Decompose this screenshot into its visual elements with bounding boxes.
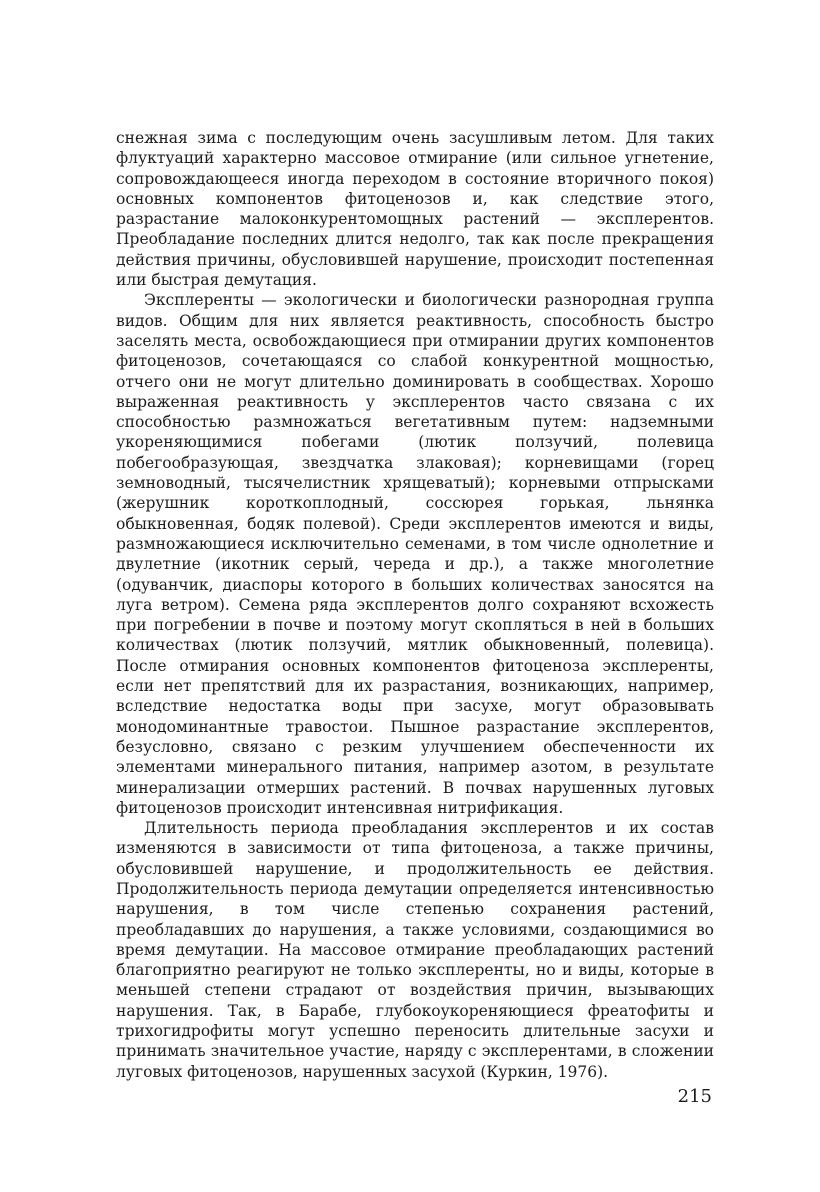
paragraph-duration: Длительность периода преобладания эксплерентов и их состав изменяются в зависимости от типа фитоценоза, а также причины, обусловившей нарушение, и продолжительность ее действия. Продолжительность периода демутации определяется интенсивностью нарушения, в том числе степенью сохранения растений, преобладавших до нарушения, а также условиями, создающимися во время демутации. На массовое отмирание преобладающих растений благоприятно реагируют не только эксплеренты, но и виды, которые в меньшей степени страдают от воздействия причин, вызывающих нарушения. Так, в Барабе, глубокоукореняющиеся фреатофиты и трихогидрофиты могут успешно переносить длительные засухи и принимать значительное участие, наряду с эксплерентами, в сложении луговых фитоценозов, нарушенных засухой (Куркин, 1976). <box>116 819 714 1081</box>
paragraph-continuation: снежная зима с последующим очень засушливым летом. Для таких флуктуаций характерно массовое отмирание (или сильное угнетение, сопровождающееся иногда переходом в состояние вторичного покоя) основных компонентов фитоценозов и, как следствие этого, разрастание малоконкурентомощных растений — эксплерентов. Преобладание последних длится недолго, так как после прекращения действия причины, обусловившей нарушение, происходит постепенная или быстрая демутация. <box>116 129 714 290</box>
page-number: 215 <box>677 1086 712 1107</box>
text-column <box>116 128 714 1082</box>
paragraph-explerents: Эксплеренты — экологически и биологически разнородная группа видов. Общим для них является реактивность, способность быстро заселять места, освобождающиеся при отмирании других компонентов фитоценозов, сочетающаяся со слабой конкурентной мощностью, отчего они не могут длительно доминировать в сообществах. Хорошо выраженная реактивность у эксплерентов часто связана с их способностью размножаться вегетативным путем: надземными укореняющимися побегами (лютик ползучий, полевица побегообразующая, звездчатка злаковая); корневищами (горец земноводный, тысячелистник хрящеватый); корневыми отпрысками (жерушник короткоплодный, соссюрея горькая, льнянка обыкновенная, бодяк полевой). Среди эксплерентов имеются и виды, размножающиеся исключительно семенами, в том числе однолетние и двулетние (икотник серый, череда и др.), а также многолетние (одуванчик, диаспоры которого в больших количествах заносятся на луга ветром). Семена ряда эксплерентов долго сохраняют всхожесть при погребении в почве и поэтому могут скопляться в ней в больших количествах (лютик ползучий, мятлик обыкновенный, полевица). После отмирания основных компонентов фитоценоза эксплеренты, если нет препятствий для их разрастания, возникающих, например, вследствие недостатка воды при засухе, могут образовывать монодоминантные травостои. Пышное разрастание эксплерентов, безусловно, связано с резким улучшением обеспеченности их элементами минерального питания, например азотом, в результате минерализации отмерших растений. В почвах нарушенных луговых фитоценозов происходит интенсивная нитрификация. <box>116 291 714 817</box>
